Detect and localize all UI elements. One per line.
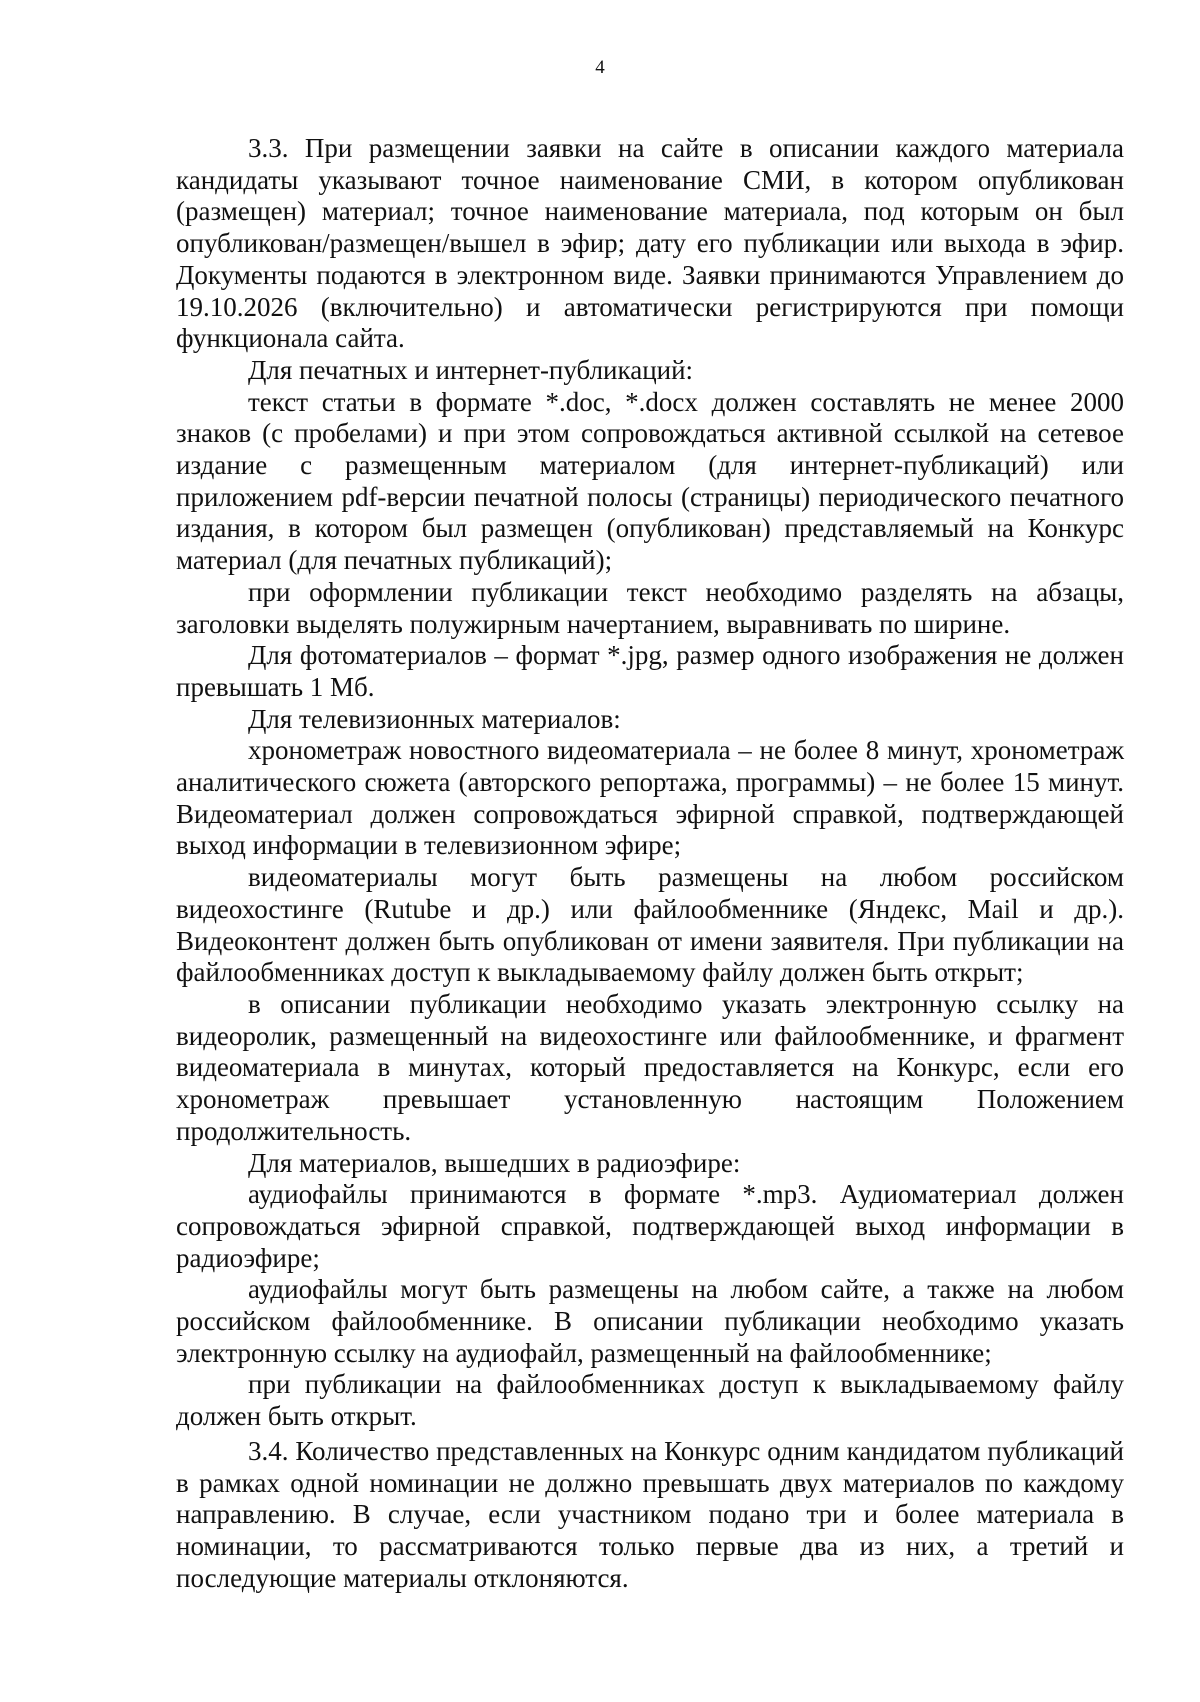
document-body xyxy=(176,133,1124,1594)
paragraph-3-3: 3.3. При размещении заявки на сайте в описании каждого материала кандидаты указывают точное наименование СМИ, в котором опубликован (размещен) материал; точное наименование материала, под которым он был опубликован/размещен/вышел в эфир; дату его публикации или выхода в эфир. Документы подаются в электронном виде. Заявки принимаются Управлением до 19.10.2026 (включительно) и автоматически регистрируются при помощи функционала сайта. xyxy=(176,133,1124,354)
paragraph-print-heading: Для печатных и интернет-публикаций: xyxy=(248,354,694,385)
paragraph-radio-heading: Для материалов, вышедших в радиоэфире: xyxy=(248,1147,741,1178)
paragraph-radio-format: аудиофайлы принимаются в формате *.mp3. Аудиоматериал должен сопровождаться эфирной справкой, подтверждающей выход информации в радиоэфире; xyxy=(176,1179,1124,1273)
page-number: 4 xyxy=(595,57,605,78)
paragraph-radio-access: при публикации на файлообменниках доступ к выкладываемому файлу должен быть открыт. xyxy=(176,1369,1124,1432)
paragraph-tv-duration: хронометраж новостного видеоматериала – не более 8 минут, хронометраж аналитического сюжета (авторского репортажа, программы) – не более 15 минут. Видеоматериал должен сопровождаться эфирной справкой, подтверждающей выход информации в телевизионном эфире; xyxy=(176,735,1124,861)
paragraph-3-4: 3.4. Количество представленных на Конкурс одним кандидатом публикаций в рамках одной номинации не должно превышать двух материалов по каждому направлению. В случае, если участником подано три и более материала в номинации, то рассматриваются только первые два из них, а третий и последующие материалы отклоняются. xyxy=(176,1435,1124,1593)
paragraph-print-format: при оформлении публикации текст необходимо разделять на абзацы, заголовки выделять полужирным начертанием, выравнивать по ширине. xyxy=(176,576,1124,639)
paragraph-print-text: текст статьи в формате *.doc, *.docx должен составлять не менее 2000 знаков (с пробелами) и при этом сопровождаться активной ссылкой на сетевое издание с размещенным материалом (для интернет-публикаций) или приложением pdf-версии печатной полосы (страницы) периодического печатного издания, в котором был размещен (опубликован) представляемый на Конкурс материал (для печатных публикаций); xyxy=(176,386,1124,576)
paragraph-photo: Для фотоматериалов – формат *.jpg, размер одного изображения не должен превышать 1 Мб. xyxy=(176,640,1124,702)
paragraph-tv-heading: Для телевизионных материалов: xyxy=(248,703,621,734)
paragraph-tv-description: в описании публикации необходимо указать электронную ссылку на видеоролик, размещенный на видеохостинге или файлообменнике, и фрагмент видеоматериала в минутах, который предоставляется на Конкурс, если его хронометраж превышает установленную настоящим Положением продолжительность. xyxy=(176,988,1124,1146)
paragraph-tv-hosting: видеоматериалы могут быть размещены на любом российском видеохостинге (Rutube и др.) или файлообменнике (Яндекс, Mail и др.). Видеоконтент должен быть опубликован от имени заявителя. При публикации на файлообменниках доступ к выкладываемому файлу должен быть открыт; xyxy=(176,862,1124,988)
paragraph-radio-hosting: аудиофайлы могут быть размещены на любом сайте, а также на любом российском файлообменнике. В описании публикации необходимо указать электронную ссылку на аудиофайл, размещенный на файлообменнике; xyxy=(176,1274,1124,1368)
